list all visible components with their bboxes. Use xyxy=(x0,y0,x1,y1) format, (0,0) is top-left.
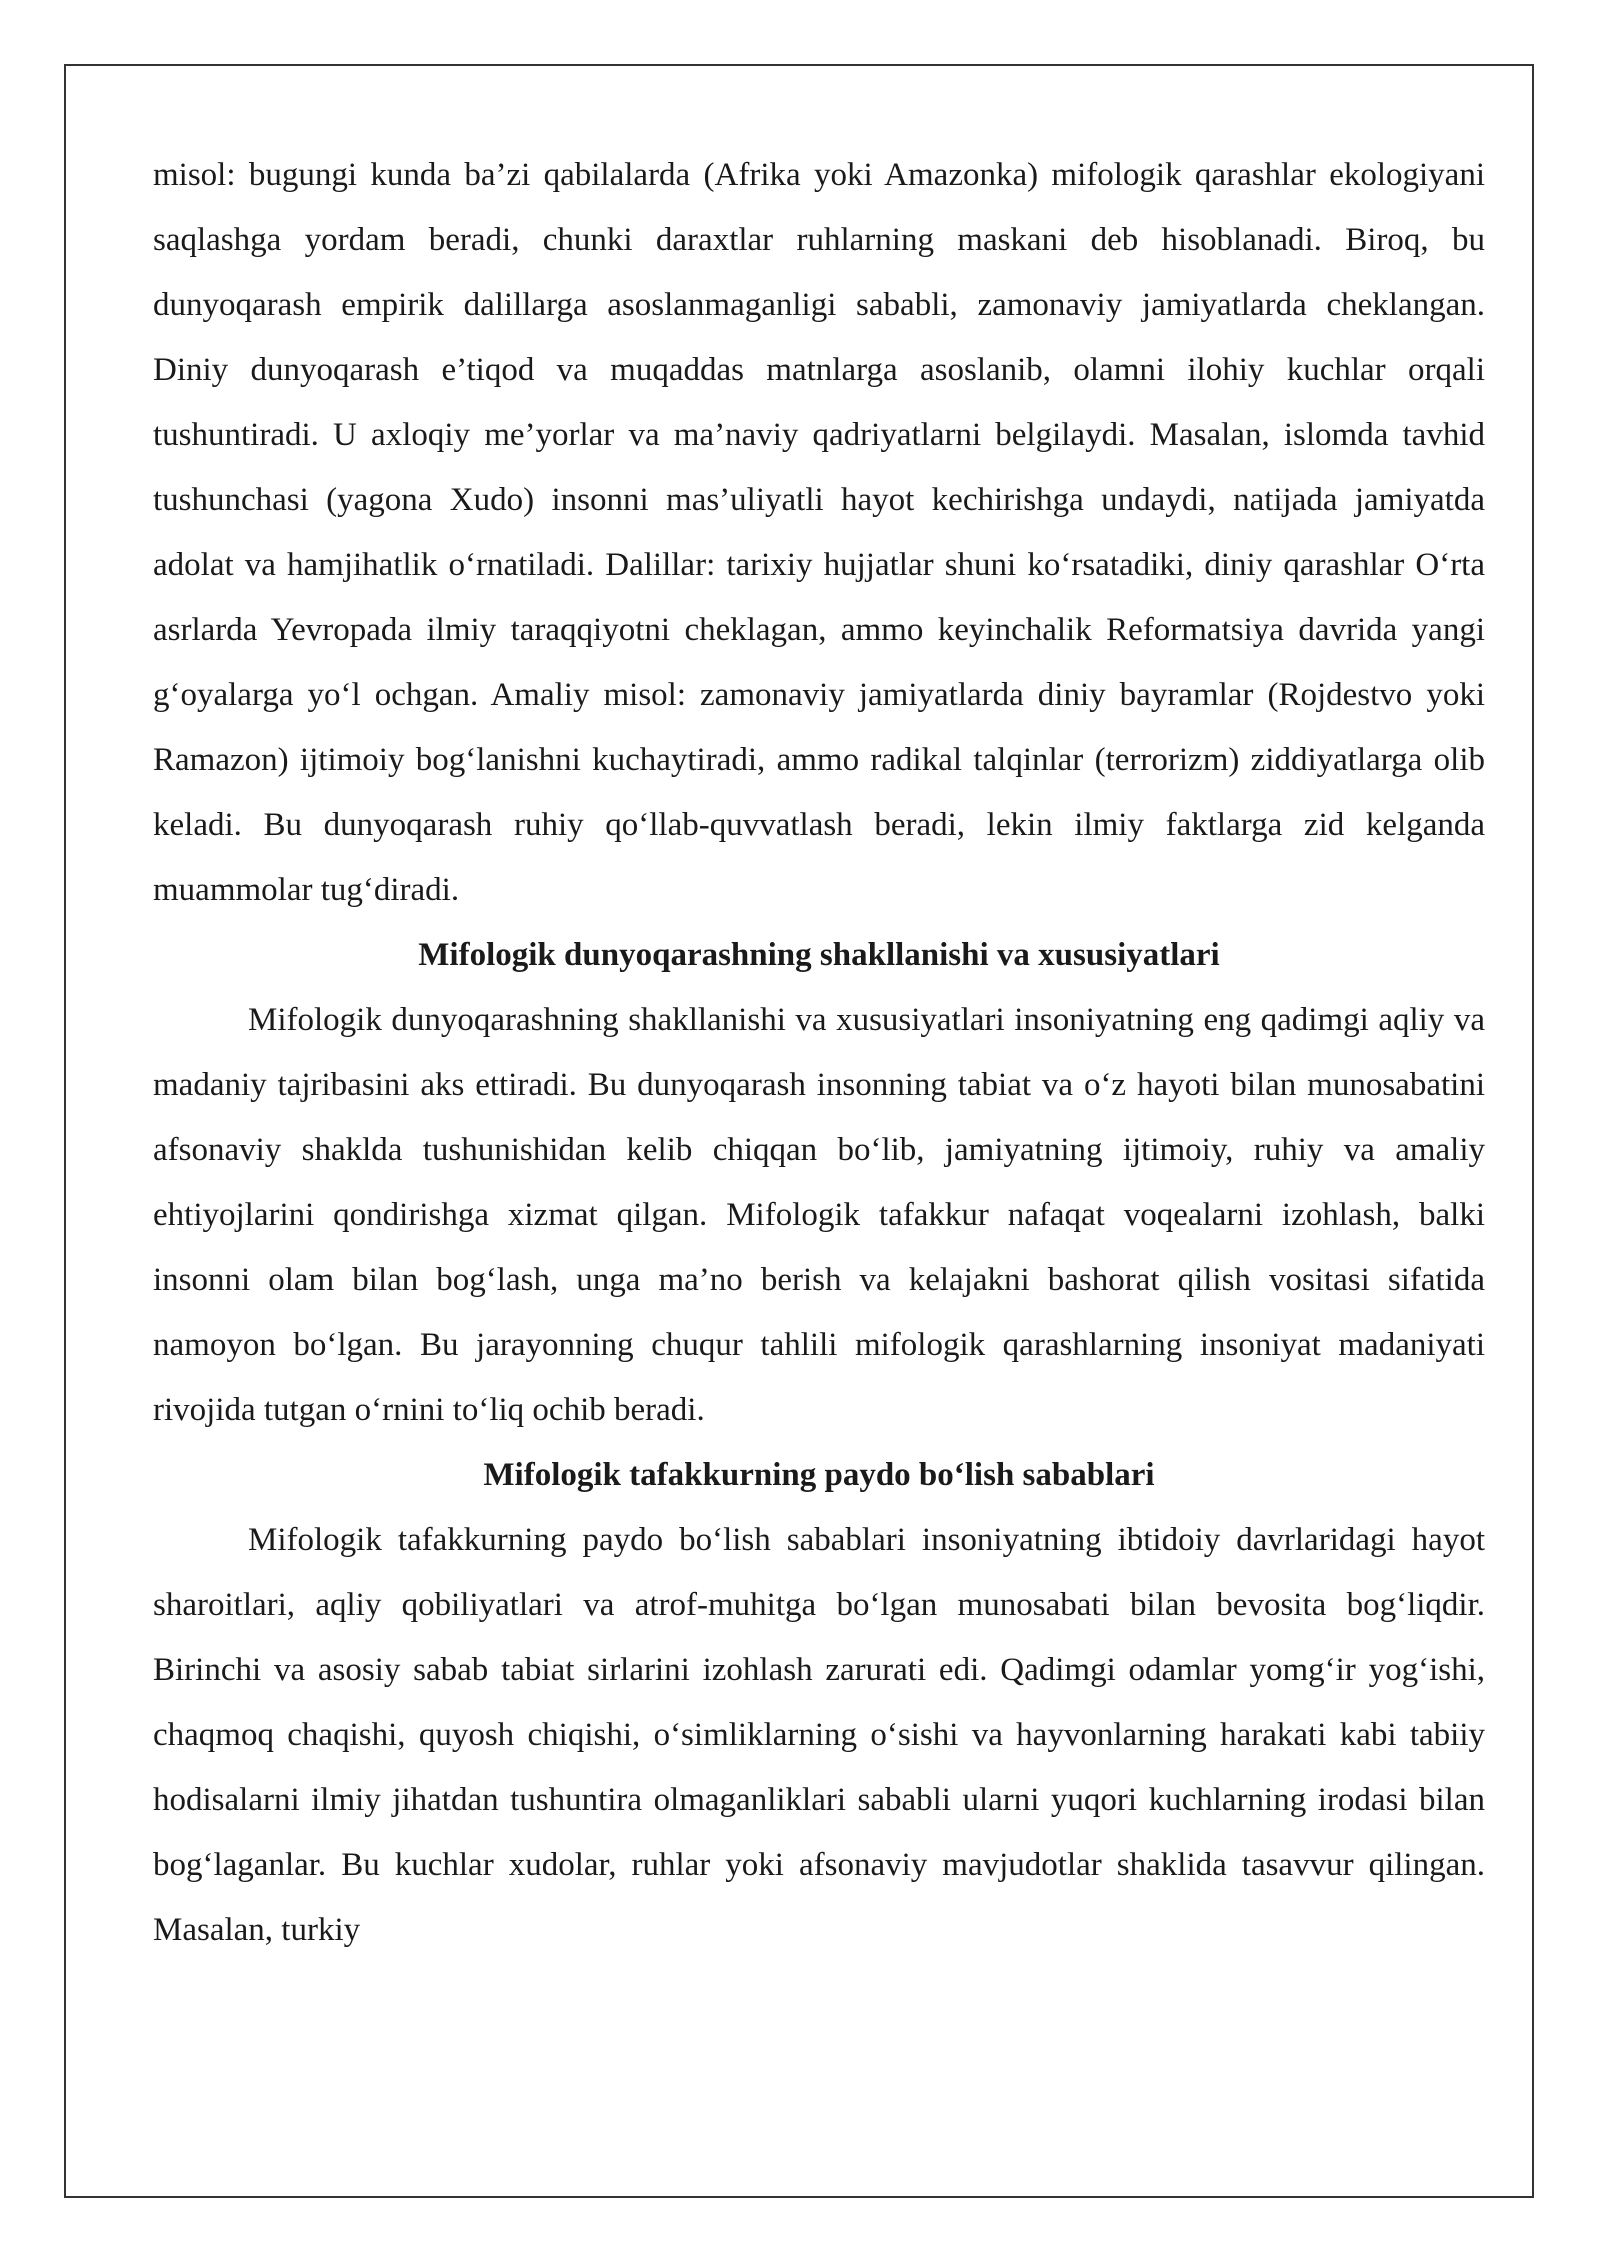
document-body xyxy=(153,143,1485,1963)
paragraph: misol: bugungi kunda ba’zi qabilalarda (Afrika yoki Amazonka) mifologik qarashlar ekologiyani saqlashga yordam beradi, chunki daraxtlar ruhlarning maskani deb hisoblanadi. Biroq, bu dunyoqarash empirik dalillarga asoslanmaganligi sababli, zamonaviy jamiyatlarda cheklangan. Diniy dunyoqarash e’tiqod va muqaddas matnlarga asoslanib, olamni ilohiy kuchlar orqali tushuntiradi. U axloqiy me’yorlar va ma’naviy qadriyatlarni belgilaydi. Masalan, islomda tavhid tushunchasi (yagona Xudo) insonni mas’uliyatli hayot kechirishga undaydi, natijada jamiyatda adolat va hamjihatlik o‘rnatiladi. Dalillar: tarixiy hujjatlar shuni ko‘rsatadiki, diniy qarashlar O‘rta asrlarda Yevropada ilmiy taraqqiyotni cheklagan, ammo keyinchalik Reformatsiya davrida yangi g‘oyalarga yo‘l ochgan. Amaliy misol: zamonaviy jamiyatlarda diniy bayramlar (Rojdestvo yoki Ramazon) ijtimoiy bog‘lanishni kuchaytiradi, ammo radikal talqinlar (terrorizm) ziddiyatlarga olib keladi. Bu dunyoqarash ruhiy qo‘llab-quvvatlash beradi, lekin ilmiy faktlarga zid kelganda muammolar tug‘diradi. xyxy=(153,157,1485,908)
paragraph: Mifologik dunyoqarashning shakllanishi va xususiyatlari insoniyatning eng qadimgi aqliy va madaniy tajribasini aks ettiradi. Bu dunyoqarash insonning tabiat va o‘z hayoti bilan munosabatini afsonaviy shaklda tushunishidan kelib chiqqan bo‘lib, jamiyatning ijtimoiy, ruhiy va amaliy ehtiyojlarini qondirishga xizmat qilgan. Mifologik tafakkur nafaqat voqealarni izohlash, balki insonni olam bilan bog‘lash, unga ma’no berish va kelajakni bashorat qilish vositasi sifatida namoyon bo‘lgan. Bu jarayonning chuqur tahlili mifologik qarashlarning insoniyat madaniyati rivojida tutgan o‘rnini to‘liq ochib beradi. xyxy=(153,1002,1485,1428)
section-heading: Mifologik dunyoqarashning shakllanishi va xususiyatlari xyxy=(418,937,1220,973)
section-heading: Mifologik tafakkurning paydo bo‘lish sabablari xyxy=(483,1457,1155,1493)
paragraph: Mifologik tafakkurning paydo bo‘lish sabablari insoniyatning ibtidoiy davrlaridagi hayot sharoitlari, aqliy qobiliyatlari va atrof-muhitga bo‘lgan munosabati bilan bevosita bog‘liqdir. Birinchi va asosiy sabab tabiat sirlarini izohlash zarurati edi. Qadimgi odamlar yomg‘ir yog‘ishi, chaqmoq chaqishi, quyosh chiqishi, o‘simliklarning o‘sishi va hayvonlarning harakati kabi tabiiy hodisalarni ilmiy jihatdan tushuntira olmaganliklari sababli ularni yuqori kuchlarning irodasi bilan bog‘laganlar. Bu kuchlar xudolar, ruhlar yoki afsonaviy mavjudotlar shaklida tasavvur qilingan. Masalan, turkiy xyxy=(153,1522,1485,1948)
